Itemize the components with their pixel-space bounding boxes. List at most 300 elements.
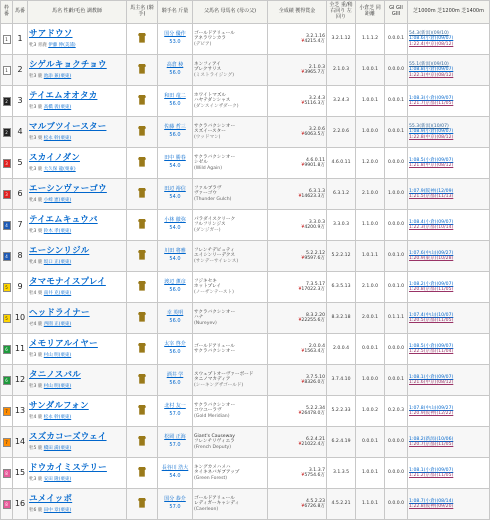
course-record: 1.0.0.0 xyxy=(361,377,379,383)
waku-number: 1 xyxy=(3,35,11,44)
best-time-1400m-link[interactable]: 1:20.5(京都)(11/05) xyxy=(409,318,454,323)
horse-name-link[interactable]: サアドウソ xyxy=(29,29,73,40)
jockey-name-link[interactable]: 国分 恭介 xyxy=(164,496,186,503)
waku-cell xyxy=(1,210,13,241)
jockey-silks-icon xyxy=(138,374,146,384)
best-time-1400m-link[interactable]: 1:22.8(中京)(08/12) xyxy=(409,134,454,140)
owner-cell xyxy=(127,458,158,489)
waku-cell xyxy=(1,396,13,427)
waku-number: 7 xyxy=(3,438,11,447)
best-time-1000m-link[interactable]: 55.1(新潟)(09/10) xyxy=(409,62,449,68)
jockey-cell xyxy=(158,489,193,520)
turf-record-cell xyxy=(327,272,356,303)
sire-name: ゴールドアリュール xyxy=(194,496,235,502)
best-time-1200m-link[interactable]: 1:07.6(中山)(09/27) xyxy=(409,250,454,256)
turf-record-cell xyxy=(327,210,356,241)
sire-name: サクラバクシンオー xyxy=(194,403,236,409)
jockey-silks-icon xyxy=(138,219,146,229)
course-record-cell xyxy=(356,24,385,55)
waku-cell xyxy=(1,334,13,365)
dam-name: ヴァーゴウ xyxy=(194,191,217,197)
dam-sire-name: (サンデーサイレンス) xyxy=(194,258,239,264)
best-times-cell xyxy=(408,365,490,396)
turf-record: 3.7.4.10 xyxy=(331,377,351,383)
prize-money xyxy=(269,473,325,478)
best-time-1400m-link[interactable]: 1:22.8(阪神)(09/20) xyxy=(409,504,454,509)
sex-age-coat: 牡3 栗 xyxy=(29,135,43,141)
prize-money xyxy=(269,39,325,44)
horse-profile xyxy=(29,74,125,79)
best-time-1400m-link[interactable]: 1:21.7(京都)(11/05) xyxy=(409,101,454,106)
horse-name-link[interactable]: スカイノダン xyxy=(29,153,80,164)
owner-cell xyxy=(127,86,158,117)
jockey-name-link[interactable]: 小林 徹弥 xyxy=(164,217,186,224)
best-time-1400m-link[interactable]: 1:22.1(中京)(08/12) xyxy=(409,72,454,78)
yen-icon: ¥ xyxy=(298,194,302,199)
course-record: 2.1.0.0 xyxy=(361,284,379,290)
carried-weight: 54.0 xyxy=(169,194,181,200)
yen-icon: ¥ xyxy=(301,473,305,478)
horse-name-link[interactable]: ヘッドライナー xyxy=(29,308,90,319)
yen-icon: ¥ xyxy=(301,39,305,44)
best-time-1400m-link[interactable]: 1:21.2(京都)(11/05) xyxy=(409,473,454,478)
stats-cell xyxy=(268,272,327,303)
dam-name: レディガーキャシディ xyxy=(194,501,240,507)
best-time-1200m-link[interactable]: 1:08.2(小倉)(09/07) xyxy=(409,281,454,287)
header-horse: 馬名 性齢/毛色 調教師 xyxy=(28,1,127,24)
pedigree-cell xyxy=(193,117,268,148)
table-row xyxy=(1,396,490,427)
table-header-row xyxy=(1,1,490,24)
stats-cell xyxy=(268,210,327,241)
trainer-link[interactable]: 池添 兼(栗東) xyxy=(43,73,72,79)
table-row xyxy=(1,272,490,303)
course-record-cell xyxy=(356,241,385,272)
course-record: 2.1.0.0 xyxy=(361,191,379,197)
turf-record: 3.2.1.12 xyxy=(331,36,351,42)
trainer-link[interactable]: 小崎 憲(栗東) xyxy=(43,197,72,203)
turf-record: 2.0.0.4 xyxy=(332,346,350,352)
horse-cell xyxy=(28,24,127,55)
owner-cell xyxy=(127,396,158,427)
waku-cell xyxy=(1,458,13,489)
best-times-cell xyxy=(408,86,490,117)
best-time-1400m-link[interactable]: 1:21.8(中京)(08/12) xyxy=(409,163,454,168)
horse-number: 14 xyxy=(13,427,28,458)
grade-record-cell xyxy=(385,55,408,86)
pedigree-cell xyxy=(193,396,268,427)
carried-weight: 56.0 xyxy=(169,287,181,293)
course-record: 0.0.0.1 xyxy=(361,439,379,445)
waku-cell xyxy=(1,303,13,334)
best-time-1200m-link[interactable]: 1:08.5(小倉)(09/07) xyxy=(409,157,454,163)
prize-money xyxy=(269,256,325,261)
turf-record: 4.5.2.21 xyxy=(331,501,351,507)
jockey-name-link[interactable]: 太宰 啓介 xyxy=(164,341,186,348)
best-time-1200m-link[interactable]: 1:07.4(中山)(10/07) xyxy=(409,312,454,318)
horse-name-link[interactable]: メモリアルイヤー xyxy=(29,339,98,350)
horse-profile xyxy=(29,105,125,110)
horse-name-link[interactable]: エーシンヴァーゴウ xyxy=(29,184,107,195)
table-row xyxy=(1,458,490,489)
horse-number: 7 xyxy=(13,210,28,241)
dam-name: ホットプレイ xyxy=(194,284,222,290)
table-row xyxy=(1,241,490,272)
prize-amount: 9901.8万 xyxy=(304,163,325,168)
header-grade: GI GII GIII xyxy=(385,1,408,24)
turf-record: 2.1.0.3 xyxy=(332,67,350,73)
table-row xyxy=(1,179,490,210)
horse-name-link[interactable]: ドウカイミステリー xyxy=(29,463,107,474)
waku-number: 8 xyxy=(3,469,11,478)
grade-record: 0.0.0.0 xyxy=(387,160,405,166)
waku-cell xyxy=(1,427,13,458)
horse-profile xyxy=(29,43,125,48)
jockey-cell xyxy=(158,86,193,117)
table-row xyxy=(1,489,490,520)
horse-name-link[interactable]: サンダルフォン xyxy=(29,401,89,412)
course-record-cell xyxy=(356,334,385,365)
jockey-silks-icon xyxy=(138,312,146,322)
horse-name-link[interactable]: タマモナイスプレイ xyxy=(29,277,106,288)
course-record-cell xyxy=(356,210,385,241)
jockey-name-link[interactable]: 酒井 学 xyxy=(166,372,184,379)
course-record: 1.0.0.1 xyxy=(361,98,379,104)
pedigree-cell xyxy=(193,365,268,396)
career-record: 5.2.2.12 xyxy=(306,250,325,256)
grade-record: 0.0.0.0 xyxy=(387,501,405,507)
carried-weight: 54.0 xyxy=(169,473,181,479)
yen-icon: ¥ xyxy=(301,132,305,137)
turf-record: 8.3.2.18 xyxy=(331,315,351,321)
waku-number: 4 xyxy=(3,221,11,230)
horse-profile xyxy=(29,260,125,265)
waku-number: 4 xyxy=(3,252,11,261)
owner-cell xyxy=(127,241,158,272)
waku-number: 5 xyxy=(3,314,11,323)
horse-name-link[interactable]: マルブツイースター xyxy=(29,122,107,133)
waku-cell xyxy=(1,241,13,272)
grade-record: 0.0.0.1 xyxy=(387,98,405,104)
career-record: 3.3.0.3 xyxy=(308,219,325,225)
stats-cell xyxy=(268,334,327,365)
yen-icon: ¥ xyxy=(301,101,305,106)
carried-weight: 56.0 xyxy=(169,101,181,107)
header-waku: 枠番 xyxy=(1,1,13,24)
best-times-cell xyxy=(408,458,490,489)
best-times-cell xyxy=(408,24,490,55)
horse-number: 2 xyxy=(13,55,28,86)
sex-age-coat: 牝3 鹿 xyxy=(29,476,43,482)
grade-record-cell xyxy=(385,210,408,241)
trainer-link[interactable]: 鈴木 孝(栗東) xyxy=(43,228,72,234)
career-record: 2.0.0.4 xyxy=(308,343,325,349)
sire-name: サクラバクシンオー xyxy=(194,155,236,161)
header-owner: 馬主名 (騎手) xyxy=(127,1,158,24)
header-pedigree: 父馬名 母馬名 (母の父) xyxy=(193,1,268,24)
trainer-link[interactable]: 西園 正(栗東) xyxy=(43,321,72,327)
owner-cell xyxy=(127,179,158,210)
carried-weight: 56.0 xyxy=(169,380,181,386)
horse-name-link[interactable]: シゲルキョクチョウ xyxy=(29,60,107,71)
prize-money xyxy=(269,504,325,509)
dam-name: ハナ xyxy=(194,315,204,321)
prize-amount: 21022.4万 xyxy=(301,442,325,447)
jockey-silks-icon xyxy=(138,467,146,477)
jockey-cell xyxy=(158,117,193,148)
dam-sire-name: (Nureyev) xyxy=(194,320,217,326)
sire-name: パラダイスクリーク xyxy=(194,217,236,223)
prize-amount: 8326.0万 xyxy=(304,380,325,385)
horse-cell xyxy=(28,458,127,489)
career-record: 3.7.5.10 xyxy=(306,374,325,380)
horse-name-link[interactable]: エーシンリジル xyxy=(29,246,90,257)
header-times: 芝1000m 芝1200m 芝1400m xyxy=(408,1,490,24)
best-time-1200m-link[interactable]: 1:08.8(小倉)(09/07) xyxy=(409,67,454,73)
jockey-name-link[interactable]: 長谷川 浩大 xyxy=(161,465,189,472)
jockey-cell xyxy=(158,241,193,272)
best-time-1400m-link[interactable]: 1:20.9(阪神)(12/22) xyxy=(409,411,454,416)
turf-record: 6.3.1.2 xyxy=(332,191,350,197)
waku-number: 8 xyxy=(3,500,11,509)
turf-record-cell xyxy=(327,55,356,86)
best-time-1200m-link[interactable]: 1:08.6(小倉)(09/07) xyxy=(409,36,454,42)
best-time-1400m-link[interactable]: 1:22.4(中京)(08/12) xyxy=(409,41,454,47)
header-stats: 全成績 獲得賞金 xyxy=(268,1,327,24)
grade-record: 0.0.0.1 xyxy=(387,36,405,42)
waku-number: 6 xyxy=(3,345,11,354)
waku-cell xyxy=(1,148,13,179)
pedigree-cell xyxy=(193,489,268,520)
best-time-1200m-link[interactable]: 1:07.8(中山)(09/27) xyxy=(409,405,454,411)
sex-age-coat: せ4 鹿 xyxy=(29,321,43,327)
turf-record-cell xyxy=(327,427,356,458)
carried-weight: 56.0 xyxy=(169,318,181,324)
yen-icon: ¥ xyxy=(301,163,305,168)
dam-name: フルフリンジス xyxy=(194,222,226,228)
course-record-cell xyxy=(356,86,385,117)
jockey-name-link[interactable]: 松岡 正海 xyxy=(164,434,186,441)
best-time-1400m-link[interactable]: 1:20.7(京都)(11/05) xyxy=(409,442,454,447)
trainer-link[interactable]: 村山 明(栗東) xyxy=(43,383,72,389)
grade-record: 0.0.0.1 xyxy=(387,129,405,135)
pedigree-cell xyxy=(193,272,268,303)
prize-money xyxy=(269,411,325,416)
dam-sire-name: (ミストライジング) xyxy=(194,72,234,78)
waku-cell xyxy=(1,117,13,148)
trainer-link[interactable]: 橋田 満(栗東) xyxy=(43,445,72,451)
grade-record: 0.1.1.1 xyxy=(387,315,405,321)
dam-name: エイシンリーデクス xyxy=(194,253,235,259)
pedigree-cell xyxy=(193,427,268,458)
grade-record-cell xyxy=(385,24,408,55)
trainer-link[interactable]: 松永 幹(栗東) xyxy=(43,135,72,141)
prize-money xyxy=(269,132,325,137)
best-time-1400m-link[interactable]: 1:22.5(京都)(11/04) xyxy=(409,349,454,354)
horse-number: 13 xyxy=(13,396,28,427)
best-time-1400m-link[interactable]: 1:22.3(京都)(10/14) xyxy=(409,225,454,230)
sex-age-coat: 牡4 鹿 xyxy=(29,414,43,420)
best-time-1200m-link[interactable]: 1:08.1(小倉)(09/07) xyxy=(409,374,454,380)
jockey-name-link[interactable]: 田辺 裕信 xyxy=(164,186,186,193)
turf-record-cell xyxy=(327,179,356,210)
sire-name: フレンチデピュティ xyxy=(194,248,235,254)
dam-sire-name: (ダンスインザダーク) xyxy=(194,103,239,109)
horse-name-link[interactable]: ユメイッポ xyxy=(29,494,73,505)
table-row xyxy=(1,303,490,334)
stats-cell xyxy=(268,241,327,272)
pedigree-cell xyxy=(193,241,268,272)
stats-cell xyxy=(268,24,327,55)
grade-record-cell xyxy=(385,272,408,303)
best-time-1200m-link[interactable]: 1:08.3(小倉)(09/07) xyxy=(409,95,454,101)
jockey-name-link[interactable]: 幸 英明 xyxy=(166,310,184,317)
prize-amount: 4200.9万 xyxy=(304,225,325,230)
horse-profile xyxy=(29,446,125,451)
grade-record: 0.0.1.0 xyxy=(387,284,405,290)
jockey-cell xyxy=(158,365,193,396)
career-record: 5.2.2.34 xyxy=(306,405,325,411)
dam-sire-name: (French Deputy) xyxy=(194,444,232,450)
waku-number: 6 xyxy=(3,376,11,385)
owner-cell xyxy=(127,427,158,458)
dam-sire-name: (Thunder Gulch) xyxy=(194,196,232,202)
waku-number: 3 xyxy=(3,190,11,199)
horse-profile xyxy=(29,353,125,358)
jockey-name-link[interactable]: 和田 竜二 xyxy=(164,93,186,100)
sire-name: サクラバクシンオー xyxy=(194,124,236,130)
prize-amount: 1563.4万 xyxy=(304,349,325,354)
trainer-link[interactable]: 安田 隆(栗東) xyxy=(43,476,72,482)
horse-name-link[interactable]: テイエムオオタカ xyxy=(29,91,98,102)
grade-record: 0.0.0.0 xyxy=(387,222,405,228)
best-time-1200m-link[interactable]: 1:08.1(小倉)(09/07) xyxy=(409,467,454,473)
best-time-1200m-link[interactable]: 1:08.4(小倉)(09/07) xyxy=(409,219,454,225)
jockey-name-link[interactable]: 渡辺 薫彦 xyxy=(164,279,186,286)
dam-sire-name: (ウッドマン) xyxy=(194,134,221,140)
course-record-cell xyxy=(356,396,385,427)
best-times-cell xyxy=(408,148,490,179)
trainer-link[interactable]: 村山 明(栗東) xyxy=(43,352,72,358)
course-record-cell xyxy=(356,365,385,396)
horse-cell xyxy=(28,396,127,427)
grade-record-cell xyxy=(385,86,408,117)
best-time-1400m-link[interactable]: 1:21.6(中京)(08/12) xyxy=(409,380,454,385)
horse-number: 4 xyxy=(13,117,28,148)
best-times-cell xyxy=(408,272,490,303)
prize-money xyxy=(269,194,325,199)
sire-name: ホワイトマズル xyxy=(194,93,227,99)
owner-cell xyxy=(127,24,158,55)
jockey-name-link[interactable]: 高倉 稜 xyxy=(166,62,184,69)
dam-name: スズイースター xyxy=(194,129,226,135)
dam-name: アネラワンカラ xyxy=(194,36,226,42)
best-time-1000m-link[interactable]: 55.3(新潟)(10/07) xyxy=(409,124,449,130)
course-record: 1.0.0.1 xyxy=(361,67,379,73)
yen-icon: ¥ xyxy=(301,380,305,385)
horse-number: 9 xyxy=(13,272,28,303)
table-row xyxy=(1,148,490,179)
grade-record: 0.0.1.0 xyxy=(387,253,405,259)
course-record: 1.1.1.2 xyxy=(361,36,379,42)
jockey-name-link[interactable]: 川田 将雅 xyxy=(164,248,186,255)
dam-name: サクラバクシンオー xyxy=(194,349,236,354)
horse-name-link[interactable]: タニノスバル xyxy=(29,370,81,381)
jockey-silks-icon xyxy=(138,405,146,415)
waku-cell xyxy=(1,179,13,210)
yen-icon: ¥ xyxy=(298,287,302,292)
jockey-name-link[interactable]: 国分 優作 xyxy=(164,31,186,38)
yen-icon: ¥ xyxy=(298,442,302,447)
dam-sire-name: (Green Forest) xyxy=(194,475,228,481)
turf-record-cell xyxy=(327,86,356,117)
turf-record: 2.2.0.6 xyxy=(332,129,350,135)
turf-record: 6.2.4.19 xyxy=(331,439,351,445)
jockey-name-link[interactable]: 田中 勝春 xyxy=(164,155,186,162)
jockey-silks-icon xyxy=(138,498,146,508)
jockey-name-link[interactable]: 北村 友一 xyxy=(164,403,186,410)
course-record-cell xyxy=(356,179,385,210)
best-times-cell xyxy=(408,179,490,210)
trainer-link[interactable]: 坂口 正(栗東) xyxy=(43,259,72,265)
owner-cell xyxy=(127,148,158,179)
table-row xyxy=(1,24,490,55)
horse-profile xyxy=(29,291,125,296)
turf-record-cell xyxy=(327,241,356,272)
carried-weight: 54.0 xyxy=(169,225,181,231)
best-time-1200m-link[interactable]: 1:08.9(小倉)(09/07) xyxy=(409,129,454,135)
owner-cell xyxy=(127,365,158,396)
best-time-1400m-link[interactable]: 1:21.5(京都)(11/13) xyxy=(409,194,454,199)
best-time-1400m-link[interactable]: 1:20.9(東京)(10/28) xyxy=(409,256,454,261)
turf-record-cell xyxy=(327,334,356,365)
grade-record-cell xyxy=(385,241,408,272)
horse-name-link[interactable]: スズカコーズウェイ xyxy=(29,432,107,443)
horse-cell xyxy=(28,86,127,117)
turf-record-cell xyxy=(327,458,356,489)
horse-number: 8 xyxy=(13,241,28,272)
stats-cell xyxy=(268,396,327,427)
header-umaban: 馬番 xyxy=(13,1,28,24)
best-time-1200m-link[interactable]: 1:08.7(小倉)(08/14) xyxy=(409,498,454,504)
pedigree-cell xyxy=(193,458,268,489)
waku-number: 7 xyxy=(3,407,11,416)
trainer-link[interactable]: 田中 章(栗東) xyxy=(43,507,72,513)
prize-money xyxy=(269,349,325,354)
grade-record: 0.0.0.0 xyxy=(387,346,405,352)
sire-name: ゴールドアリュール xyxy=(194,343,235,349)
trainer-link[interactable]: 大久保 龍(栗東) xyxy=(43,166,76,172)
trainer-link[interactable]: 伊藤 伸(美浦) xyxy=(48,42,76,48)
turf-record-cell xyxy=(327,303,356,334)
best-time-1400m-link[interactable]: 1:20.8(京都)(11/05) xyxy=(409,287,454,292)
course-record: 1.2.0.0 xyxy=(361,160,379,166)
carried-weight: 56.0 xyxy=(169,132,181,138)
horse-name-link[interactable]: テイエムキュウバ xyxy=(29,215,98,226)
best-time-1000m-link[interactable]: 54.3(新潟)(09/10) xyxy=(409,31,449,37)
grade-record-cell xyxy=(385,179,408,210)
sex-age-coat: 牡6 鹿 xyxy=(29,507,43,513)
career-record: 2.1.0.3 xyxy=(308,64,325,70)
best-time-1200m-link[interactable]: 1:08.2(新潟)(10/06) xyxy=(409,436,454,442)
best-time-1200m-link[interactable]: 1:08.5(小倉)(09/07) xyxy=(409,343,454,349)
trainer-link[interactable]: 松永 幹(栗東) xyxy=(43,414,72,420)
jockey-name-link[interactable]: 佐藤 哲三 xyxy=(164,124,186,131)
best-time-1200m-link[interactable]: 1:07.9(阪神)(12/09) xyxy=(409,188,454,194)
dam-sire-name: (シーキングザゴールド) xyxy=(194,382,244,388)
trainer-link[interactable]: 南井 克(栗東) xyxy=(43,290,72,296)
trainer-link[interactable]: 高橋 義(栗東) xyxy=(43,104,72,110)
